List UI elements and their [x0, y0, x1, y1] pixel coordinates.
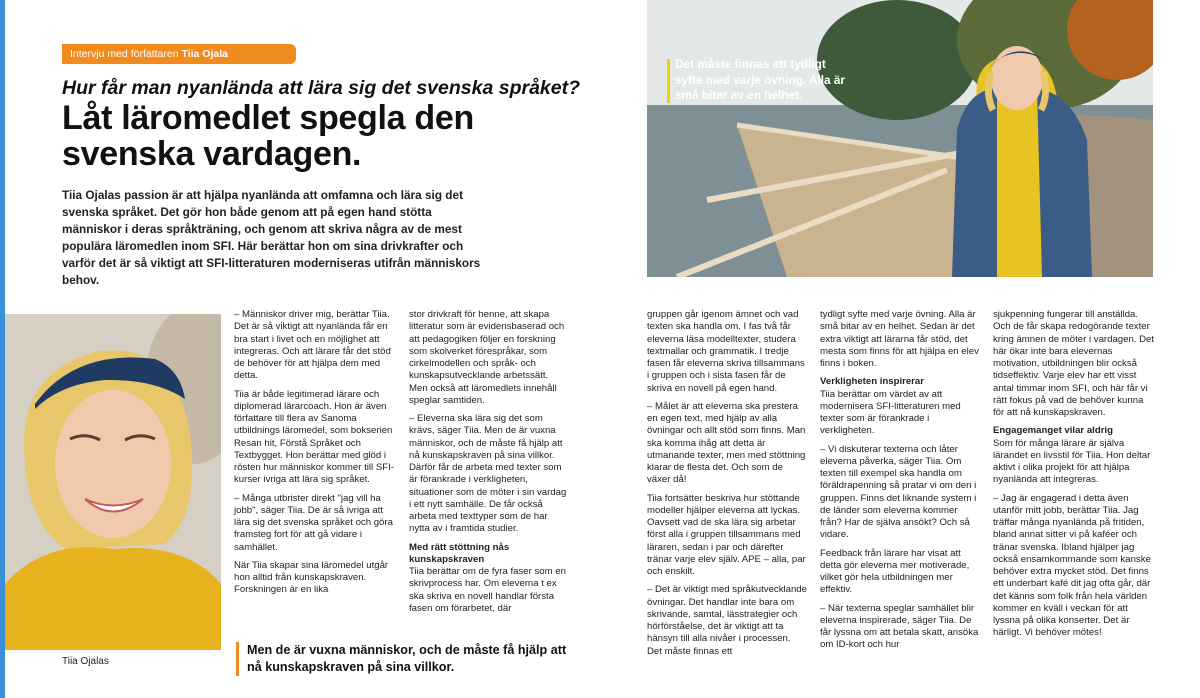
- paragraph: gruppen går igenom ämnet och vad texten ska handla om. I fas två får eleverna läsa modelltexter, studera textmallar och grammatik. I tredje fasen får eleverna skriva tillsammans i gruppen och i sista fasen får de skriva en novell på egen hand.: [647, 309, 805, 394]
- article-subtitle: Hur får man nyanlända att lära sig det svenska språket?: [62, 77, 581, 99]
- landscape-photo: [647, 0, 1153, 277]
- paragraph: Tiia berättar om de fyra faser som en skrivprocess har. Om eleverna t ex ska skriva en novell handlar första fasen om förarbetet, där: [409, 566, 566, 614]
- paragraph: – Människor driver mig, berättar Tiia. Det är så viktigt att nyanlända får en bra start i livet och en möjlighet att integreras. Och att lärare får det stöd de behöver för att hjälpa dem med detta.: [234, 309, 391, 382]
- paragraph: stor drivkraft för henne, att skapa litteratur som är evidensbaserad och att pedagogiken följer en forskning som skolverket förespråkar, som cirkelmodellen och språk- och kunskapsutvecklande arbetssätt. Men också att läromedlets innehåll speglar samtiden.: [409, 309, 565, 406]
- paragraph: – Jag är engagerad i detta även utanför mitt jobb, berättar Tiia. Jag träffar många nyanlända på fritiden, bland annat sitter vi på kaféer och tränar svenska. Ibland hjälper jag också ensamkommande som kanske behöver extra mycket stöd. Det finns ett underbart kafé dit jag ofta går, där det känns som folk från hela världen kommer en kväll i veckan för att lyssna på olika konserter. Det är härligt. Vi behöver mötes!: [993, 492, 1151, 639]
- photo-overlay-quote: Det måste finnas ett tydligt syfte med varje övning. Alla är små bitar av en helhet.: [675, 57, 855, 104]
- paragraph: – Vi diskuterar texterna och låter eleverna påverka, säger Tiia. Om texten till exempel ska handla om föräldrapenning så pratar vi om den i gruppen. Finns det liknande system i de länder som eleverna kommer från? Har de själva ansökt? Och så vidare.: [820, 443, 977, 541]
- section-heading: Engagemanget vilar aldrig: [993, 425, 1113, 437]
- paragraph: – Eleverna ska lära sig det som krävs, säger Tiia. Men de är vuxna människor, och de måste få hjälp att nå kunskapskraven på sina villkor. Därför får de arbeta med texter som är förankrade i verkligheten, situationer som de möter i sin vardag i ett nytt samhälle. De får också arbeta med texttyper som de har nytta av i framtida studier.: [409, 413, 567, 535]
- body-column-4: [820, 309, 982, 658]
- section-heading: Verkligheten inspirerar: [820, 376, 924, 388]
- photo-caption: Tiia Ojalas: [62, 656, 109, 667]
- kicker-label: [62, 44, 296, 64]
- paragraph: Tiia fortsätter beskriva hur stöttande modeller hjälper eleverna att lyckas. Oavsett vad de ska lära sig arbetar först alla i gruppen tillsammans med läraren, sedan i par och därefter tränar varje elev själv. APE – alla, par och enskilt.: [647, 492, 806, 577]
- section-heading: Med rätt stöttning nås kunskapskraven: [409, 541, 510, 565]
- paragraph: Tiia berättar om värdet av att modernisera SFI-litteraturen med texter som är förankrade i verkligheten.: [820, 388, 961, 437]
- article-lead: Tiia Ojalas passion är att hjälpa nyanlända att omfamna och lära sig det svenska språket. Det gör hon både genom att på egen hand stötta människor i deras språkträning, och genom att skriva några av de mest populära läromedlen inom SFI. Här berättar hon om sina drivkrafter och varför det är så viktigt att SFI-litteraturen moderniseras utifrån människors behov.: [62, 188, 481, 287]
- paragraph: När Tiia skapar sina läromedel utgår hon alltid från kunskapskraven. Forskningen är en lika: [234, 559, 389, 596]
- paragraph: Feedback från lärare har visat att detta gör eleverna mer motiverade, vilket gör hela utbildningen mer effektiv.: [820, 547, 970, 596]
- paragraph: Som för många lärare är själva lärandet en livsstil för Tiia. Hon deltar aktivt i olika projekt för att hjälpa nyanlända att integreras.: [993, 437, 1151, 486]
- article-headline: Låt läromedlet spegla den svenska vardagen.: [62, 99, 474, 173]
- pull-quote: Men de är vuxna människor, och de måste få hjälp att nå kunskapskraven på sina villkor.: [236, 642, 572, 676]
- paragraph: sjukpenning fungerar till anställda. Och de får skapa redogörande texter kring ämnen de möter i vardagen. Det här ökar inte bara elevernas motivation, utbildningen blir också tidseffektiv. Varje elev har ett visst antal timmar inom SFI, och här får vi rätt fokus på vad de behöver kunna för att nå kunskapskraven.: [993, 309, 1155, 418]
- portrait-photo: [5, 314, 221, 650]
- kicker-prefix: Intervju med författaren: [70, 48, 179, 60]
- body-column-2: [409, 309, 569, 621]
- paragraph: – Många utbrister direkt "jag vill ha jobb", säger Tiia. De är så ivriga att lära sig det svenska språket och göra framsteg fort för att gå vidare i samhället.: [234, 492, 393, 553]
- paragraph: – Det är viktigt med språkutvecklande övningar. Det handlar inte bara om skrivande, samtal, lässtrategier och hörförståelse, det är viktigt att ta hänsyn till alla nivåer i processen. Det måste finnas ett: [647, 584, 807, 657]
- paragraph: Tiia är både legitimerad lärare och diplomerad lärarcoach. Hon är även författare till flera av Sanoma utbildnings läromedel, som bokserien Resan hit, Förstå Språket och Textbygget. Hon berättar med glöd i rösten hur människor kommer till SFI-kurser ivriga att lära sig språket.: [234, 388, 394, 486]
- body-column-3: [647, 309, 807, 664]
- body-column-5: [993, 309, 1155, 646]
- paragraph: – Målet är att eleverna ska prestera en egen text, med hjälp av alla övningar och allt stöd som finns. Man ska komma ihåg att detta är utmanande texter, men med stöttning klarar de flesta det. Och som de växer då!: [647, 400, 806, 486]
- kicker-name: Tiia Ojala: [181, 48, 228, 60]
- paragraph: tydligt syfte med varje övning. Alla är små bitar av en helhet. Sedan är det extra viktigt att lärarna får stöd, det mesta som finns för att hjälpa en elev finns i boken.: [820, 309, 979, 369]
- body-column-1: [234, 309, 394, 603]
- paragraph: – När texterna speglar samhället blir eleverna inspirerade, säger Tiia. De får lyssna om att betala skatt, ansöka om ID-kort och hur: [820, 602, 979, 651]
